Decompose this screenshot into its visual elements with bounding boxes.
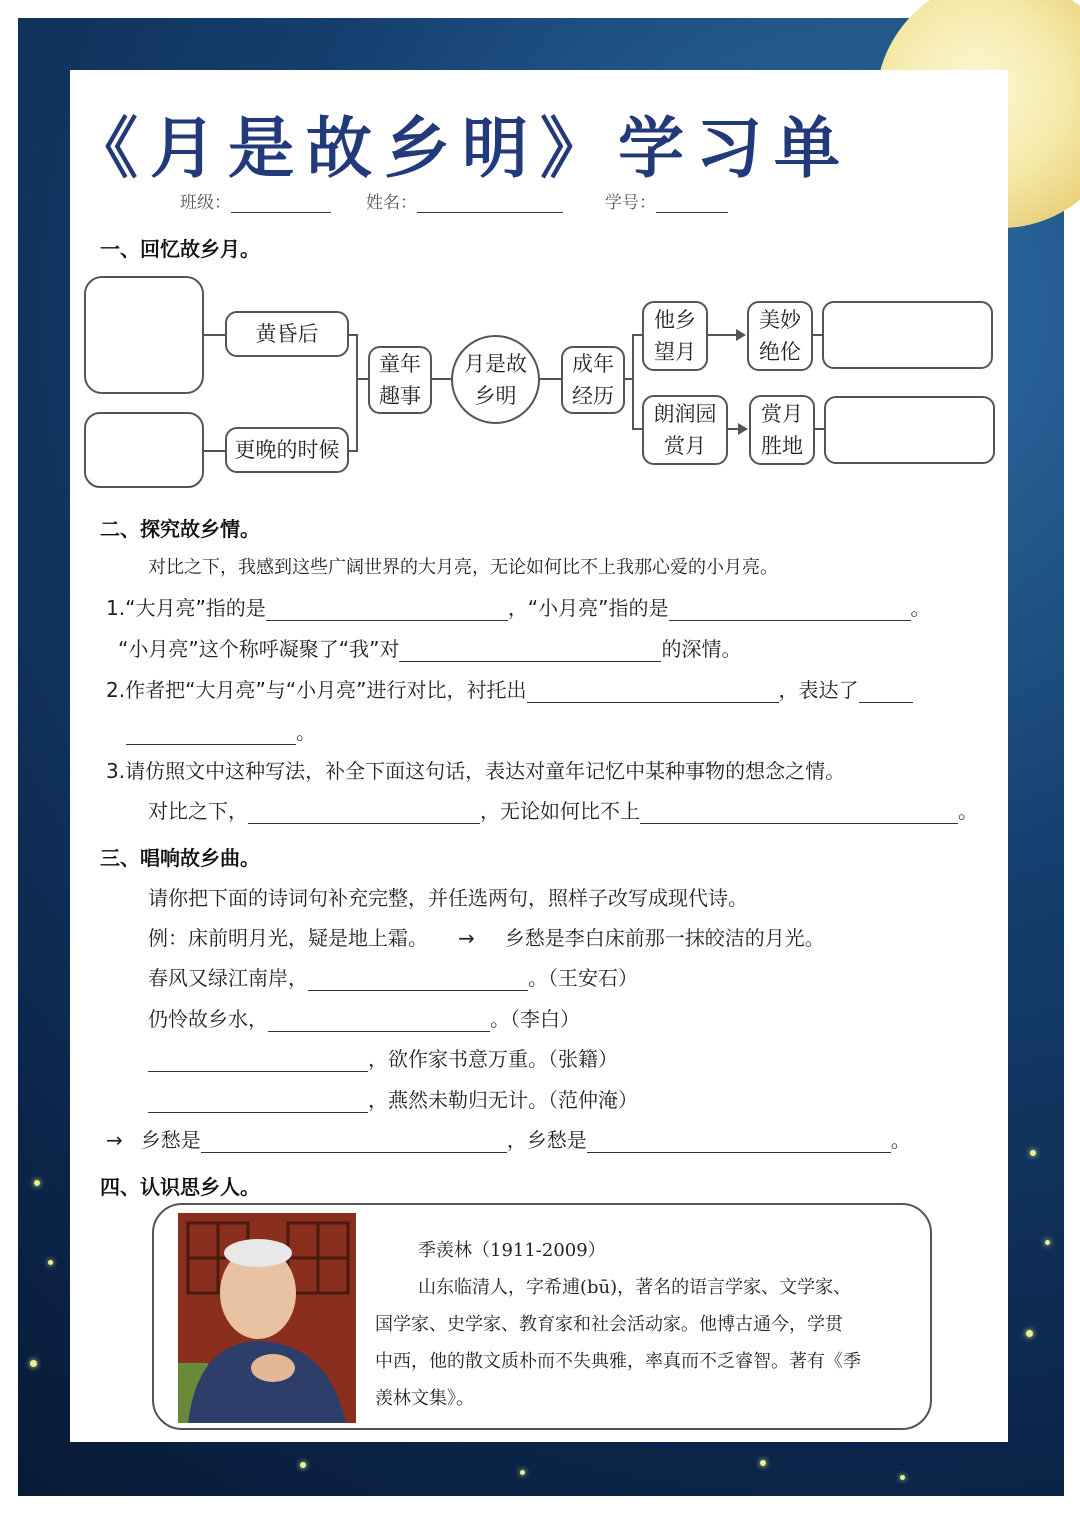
node-other-land-moon: 他乡 望月 [642,301,708,371]
section-4-heading: 四、认识思乡人。 [100,1175,260,1199]
firefly-decoration [48,1260,53,1265]
answer-box-wonderful[interactable] [822,301,993,369]
class-label: 班级： [180,193,231,213]
number-blank[interactable] [656,192,728,213]
connector [540,378,562,380]
connector [632,334,642,336]
number-field[interactable] [605,188,728,213]
arrow-icon [738,423,748,435]
blank-express-a[interactable] [859,682,913,703]
section-2-heading: 二、探究故乡情。 [100,517,260,541]
bio-line-3: 中西，他的散文质朴而不失典雅，率真而不乏睿智。著有《季 [375,1351,861,1372]
node-later: 更晚的时候 [225,427,349,473]
page-title: 《月是故乡明》学习单 [72,110,852,187]
blank-contrast[interactable] [527,682,779,703]
blank-affection[interactable] [399,641,661,662]
poem-example: 例：床前明月光，疑是地上霜。 → 乡愁是李白床前那一抹皎洁的月光。 [148,926,825,950]
firefly-decoration [1026,1330,1033,1337]
poem-line-2: 仍怜故乡水， 。（李白） [148,1007,580,1031]
answer-box-place[interactable] [824,396,995,464]
poem-intro: 请你把下面的诗词句补充完整，并任选两句，照样子改写成现代诗。 [148,886,748,910]
firefly-decoration [760,1460,766,1466]
firefly-decoration [34,1180,40,1186]
node-adulthood: 成年 经历 [561,346,625,414]
blank-compare-b[interactable] [640,803,958,824]
firefly-decoration [900,1475,905,1480]
connector [708,334,738,336]
connector [356,334,358,452]
blank-compare-a[interactable] [248,803,480,824]
node-garden-moon: 朗润园 赏月 [642,395,728,465]
section-3-heading: 三、唱响故乡曲。 [100,846,260,870]
node-dusk: 黄昏后 [225,311,349,357]
question-1-line-1: 1.“大月亮”指的是 ，“小月亮”指的是 。 [106,596,931,620]
question-2-line-1: 2.作者把“大月亮”与“小月亮”进行对比，衬托出 ，表达了 [106,674,913,703]
answer-box-later[interactable] [84,412,204,488]
node-childhood: 童年 趣事 [368,346,432,414]
connector [356,378,368,380]
firefly-decoration [1045,1240,1050,1245]
answer-box-dusk[interactable] [84,276,204,394]
poem-line-1: 春风又绿江南岸， 。（王安石） [148,966,638,990]
firefly-decoration [30,1360,37,1367]
node-wonderful: 美妙 绝伦 [747,301,813,371]
question-2-line-2: 。 [126,716,316,745]
connector [632,334,634,430]
question-3-answer-line: 对比之下， ，无论如何比不上 。 [148,799,978,823]
question-3-prompt: 3.请仿照文中这种写法，补全下面这句话，表达对童年记忆中某种事物的想念之情。 [106,759,846,783]
firefly-decoration [300,1462,306,1468]
bio-line-1: 山东临清人，字希逋(bū)，著名的语言学家、文学家、 [418,1277,852,1298]
arrow-icon [736,329,746,341]
connector [632,428,642,430]
node-center-topic: 月是故 乡明 [451,335,540,424]
section-1-heading: 一、回忆故乡月。 [100,237,260,261]
bio-name: 季羡林（1911-2009） [418,1240,606,1261]
number-label: 学号： [605,193,656,213]
poem-line-4: ，燕然未勒归无计。（范仲淹） [148,1084,638,1113]
quote-text: 对比之下，我感到这些广阔世界的大月亮，无论如何比不上我那心爱的小月亮。 [148,557,778,578]
arrow-icon: → [106,1128,123,1152]
name-blank[interactable] [417,192,563,213]
blank-big-moon[interactable] [266,600,508,621]
connector [204,450,226,452]
blank-poem-3[interactable] [148,1051,368,1072]
bio-line-2: 国学家、史学家、教育家和社会活动家。他博古通今，学贯 [375,1314,843,1335]
blank-small-moon[interactable] [669,600,911,621]
arrow-icon: → [458,926,475,950]
blank-poem-1[interactable] [308,970,528,991]
bio-line-4: 羡林文集》。 [375,1388,474,1409]
blank-poem-4[interactable] [148,1092,368,1113]
blank-poem-2[interactable] [268,1011,490,1032]
firefly-decoration [1030,1150,1036,1156]
poem-line-3: ，欲作家书意万重。（张籍） [148,1043,618,1072]
firefly-decoration [520,1470,525,1475]
poem-final-line: → 乡愁是 ，乡愁是 。 [106,1128,911,1152]
class-field[interactable] [180,188,331,213]
node-moon-viewing-place: 赏月 胜地 [749,395,815,465]
class-blank[interactable] [231,192,331,213]
blank-nostalgia-2[interactable] [587,1132,891,1153]
name-label: 姓名： [366,193,417,213]
portrait-photo [178,1213,356,1423]
connector [204,334,226,336]
question-1-line-2: “小月亮”这个称呼凝聚了“我”对 的深情。 [118,637,742,661]
blank-express-b[interactable] [126,724,296,745]
blank-nostalgia-1[interactable] [201,1132,507,1153]
name-field[interactable] [366,188,563,213]
connector [432,378,452,380]
